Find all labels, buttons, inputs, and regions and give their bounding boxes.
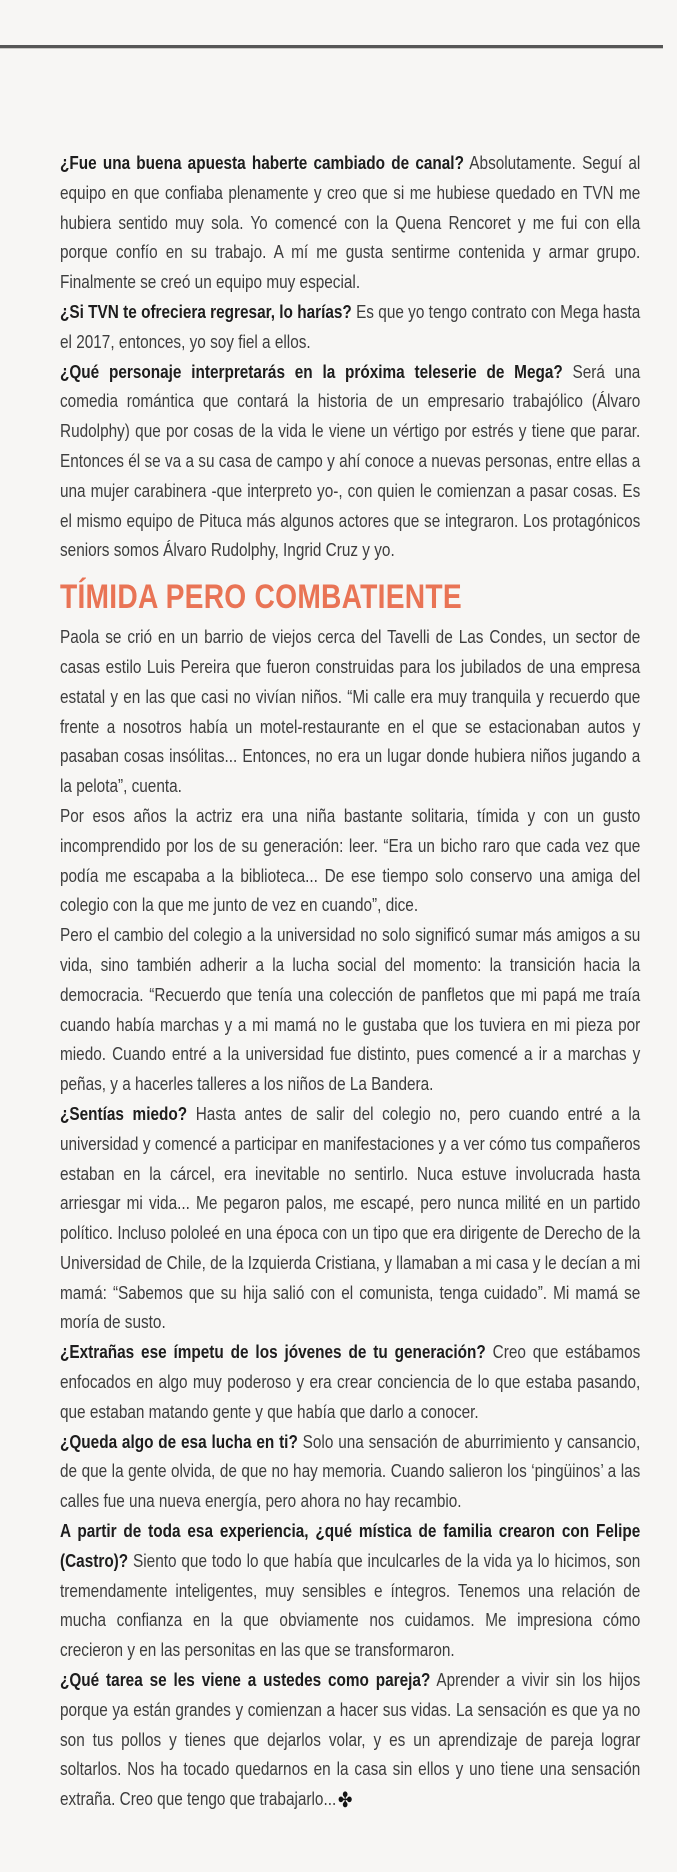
qa-paragraph [60, 1337, 640, 1426]
qa-paragraph [60, 1427, 640, 1516]
article-end-mark-icon: ✤ [337, 1789, 353, 1813]
question-text: ¿Qué tarea se les viene a ustedes como pareja? [60, 1669, 431, 1691]
question-text: ¿Si TVN te ofreciera regresar, lo harías? [60, 300, 352, 322]
question-text: ¿Queda algo de esa lucha en ti? [60, 1430, 298, 1452]
top-rule [0, 45, 663, 48]
narrative-paragraph: Por esos años la actriz era una niña bastante solitaria, tímida y con un gusto incomprendido por los de su generación: leer. “Era un bicho raro que cada vez que podía me escapaba a la biblioteca... De ese tiempo solo conservo una amiga del colegio con la que me junto de vez en cuando”, dice. [60, 804, 641, 916]
qa-paragraph [60, 297, 640, 357]
answer-text: Absolutamente. Seguí al equipo en que confiaba plenamente y creo que si me hubiese quedado en TVN me hubiera sentido muy sola. Yo comencé con la Quena Rencoret y me fui con ella porque confío en su trabajo. A mí me gusta sentirme contenida y armar grupo. Finalmente se creó un equipo muy especial. [60, 152, 641, 293]
narrative-paragraph: Paola se crió en un barrio de viejos cerca del Tavelli de Las Condes, un sector de casas estilo Luis Pereira que fueron construidas para los jubilados de una empresa estatal y en las que casi no vivían niños. “Mi calle era muy tranquila y recuerdo que frente a nosotros había un motel-restaurante en el que se estacionaban autos y pasaban cosas insólitas... Entonces, no era un lugar donde hubiera niños jugando a la pelota”, cuenta. [60, 626, 641, 797]
answer-text: Aprender a vivir sin los hijos porque ya están grandes y comienzan a hacer sus vidas. La sensación es que ya no son tus pollos y tienes que dejarlos volar, y es un aprendizaje de pareja lograr soltarlos. Nos ha tocado quedarnos en la casa sin ellos y uno tiene una sensación extraña. Creo que tengo que trabajarlo... [60, 1669, 641, 1810]
answer-text: Hasta antes de salir del colegio no, pero cuando entré a la universidad y comencé a participar en manifestaciones y a ver cómo tus compañeros estaban en la cárcel, era inevitable no sentirlo. Nuca estuve involucrada hasta arriesgar mi vida... Me pegaron palos, me escapé, pero nunca milité en un partido político. Incluso pololeé en una época con un tipo que era dirigente de Derecho de la Universidad de Chile, de la Izquierda Cristiana, y llamaban a mi casa y le decían a mi mamá: “Sabemos que su hija salió con el comunista, tenga cuidado”. Mi mamá se moría de susto. [60, 1102, 641, 1333]
answer-text: Será una comedia romántica que contará la historia de un empresario trabajólico (Álvaro Rudolphy) que por cosas de la vida le viene un vértigo por estrés y tiene que parar. Entonces él se va a su casa de campo y ahí conoce a nuevas personas, entre ellas a una mujer carabinera -que interpreto yo-, con quien le comienzan a pasar cosas. Es el mismo equipo de Pituca más algunos actores que se integraron. Los protagónicos seniors somos Álvaro Rudolphy, Ingrid Cruz y yo. [60, 360, 641, 561]
qa-paragraph [60, 1516, 640, 1665]
article-body [60, 148, 640, 1814]
qa-paragraph [60, 1665, 640, 1814]
narrative-paragraph: Pero el cambio del colegio a la universidad no solo significó sumar más amigos a su vida, sino también adherir a la lucha social del momento: la transición hacia la democracia. “Recuerdo que tenía una colección de panfletos que mi papá me traía cuando había marchas y a mi mamá no le gustaba que los tuviera en mi pieza por miedo. Cuando entré a la universidad fue distinto, pues comencé a ir a marchas y peñas, y a hacerles talleres a los niños de La Bandera. [60, 924, 641, 1095]
qa-paragraph [60, 148, 640, 297]
qa-paragraph [60, 1099, 640, 1337]
section-heading: TÍMIDA PERO COMBATIENTE [60, 578, 462, 617]
question-text: ¿Fue una buena apuesta haberte cambiado de canal? [60, 152, 464, 173]
answer-text: Creo que estábamos enfocados en algo muy poderoso y era crear conciencia de lo que estaba pasando, que estaban matando gente y que había que darlo a conocer. [60, 1341, 641, 1422]
question-text: ¿Sentías miedo? [60, 1102, 188, 1124]
qa-paragraph [60, 357, 640, 566]
question-text: ¿Qué personaje interpretarás en la próxima teleserie de Mega? [60, 360, 563, 382]
question-text: A partir de toda esa experiencia, ¿qué mística de familia crearon con Felipe (Castro)? [60, 1520, 641, 1571]
question-text: ¿Extrañas ese ímpetu de los jóvenes de tu generación? [60, 1341, 486, 1363]
answer-text: Solo una sensación de aburrimiento y cansancio, de que la gente olvida, de que no hay memoria. Cuando salieron los ‘pingüinos’ a las calles fue una nueva energía, pero ahora no hay recambio. [60, 1430, 641, 1512]
answer-text: Siento que todo lo que había que inculcarles de la vida ya lo hicimos, son tremendamente inteligentes, muy sensibles e íntegros. Tenemos una relación de mucha confianza en la que obviamente nos cuidamos. Me impresiona cómo crecieron y en las personitas en las que se transformaron. [60, 1549, 641, 1661]
answer-text: Es que yo tengo contrato con Mega hasta el 2017, entonces, yo soy fiel a ellos. [60, 300, 641, 352]
